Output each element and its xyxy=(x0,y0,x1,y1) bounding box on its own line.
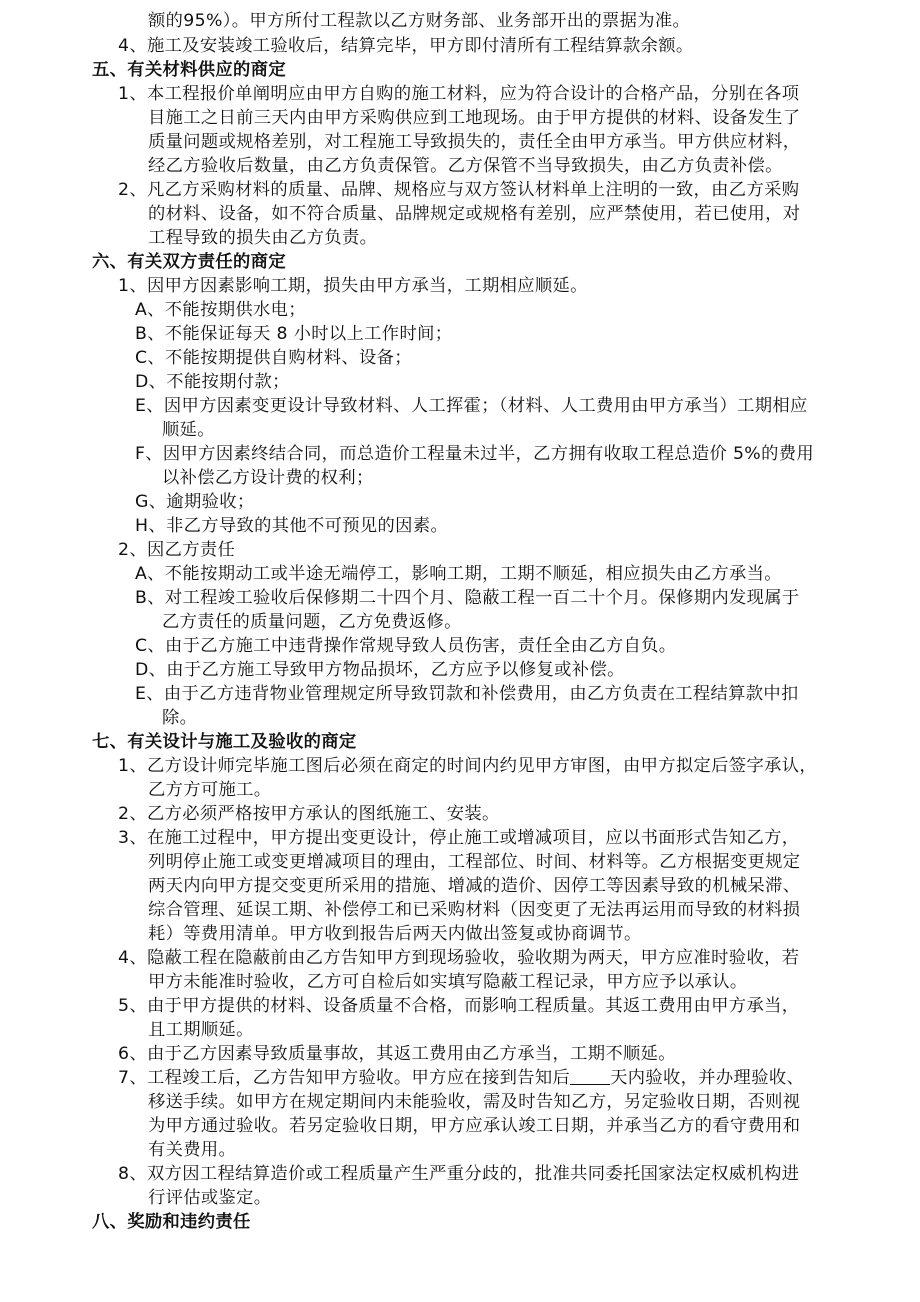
clause-6-1: 1、因甲方因素影响工期，损失由甲方承当，工期相应顺延。 xyxy=(118,276,588,296)
clause-7-4: 4、隐蔽工程在隐蔽前由乙方告知甲方到现场验收，验收期为两天，甲方应准时验收，若 xyxy=(118,948,800,968)
clause-5-1: 1、本工程报价单阐明应由甲方自购的施工材料，应为符合设计的合格产品，分别在各项 xyxy=(118,84,800,104)
clause-7-6: 6、由于乙方因素导致质量事故，其返工费用由乙方承当，工期不顺延。 xyxy=(118,1044,676,1064)
clause-5-2: 2、凡乙方采购材料的质量、品牌、规格应与双方签认材料单上注明的一致，由乙方采购 xyxy=(118,180,800,200)
list-item-g: G、逾期验收； xyxy=(135,492,255,512)
paragraph-line: 有关费用。 xyxy=(148,1140,237,1160)
paragraph-line: 额的95%）。甲方所付工程款以乙方财务部、业务部开出的票据为准。 xyxy=(148,11,691,31)
paragraph-line: 以补偿乙方设计费的权利； xyxy=(162,468,374,488)
clause-4-payment: 4、施工及安装竣工验收后，结算完毕，甲方即付清所有工程结算款余额。 xyxy=(118,36,694,56)
paragraph-line: 两天内向甲方提交变更所采用的措施、增减的造价、因停工等因素导致的机械呆滞、 xyxy=(148,876,801,896)
clause-6-2: 2、因乙方责任 xyxy=(118,540,236,560)
list-item-c: C、由于乙方施工中违背操作常规导致人员伤害，责任全由乙方自负。 xyxy=(135,636,677,656)
paragraph-line: 耗）等费用清单。甲方收到报告后两天内做出签复或协商调节。 xyxy=(148,924,642,944)
fill-in-blank xyxy=(570,1068,610,1085)
list-item-a: A、不能按期动工或半途无端停工，影响工期，工期不顺延，相应损失由乙方承当。 xyxy=(135,564,782,584)
paragraph-line: 乙方责任的质量问题，乙方免费返修。 xyxy=(162,612,462,632)
list-item-d: D、不能按期付款； xyxy=(135,372,290,392)
paragraph-line: 的材料、设备，如不符合质量、品牌规定或规格有差别，应严禁使用，若已使用，对 xyxy=(148,204,801,224)
paragraph-line: 乙方方可施工。 xyxy=(148,780,272,800)
paragraph-line: 行评估或鉴定。 xyxy=(148,1188,272,1208)
list-item-e: E、由于乙方违背物业管理规定所导致罚款和补偿费用，由乙方负责在工程结算款中扣 xyxy=(135,684,799,704)
clause-7-7 xyxy=(118,1066,804,1090)
paragraph-line: 甲方未能准时验收，乙方可自检后如实填写隐蔽工程记录，甲方应予以承认。 xyxy=(148,972,748,992)
clause-7-7-text-before-blank: 7、工程竣工后，乙方告知甲方验收。甲方应在接到告知后 xyxy=(118,1068,571,1088)
section-8-heading: 八、奖励和违约责任 xyxy=(92,1212,251,1232)
clause-7-7-text-after-blank: 天内验收，并办理验收、 xyxy=(610,1068,805,1088)
section-7-heading: 七、有关设计与施工及验收的商定 xyxy=(92,732,357,752)
list-item-c: C、不能按期提供自购材料、设备； xyxy=(135,348,412,368)
list-item-e: E、因甲方因素变更设计导致材料、人工挥霍；（材料、人工费用由甲方承当）工期相应 xyxy=(135,396,808,416)
list-item-f: F、因甲方因素终结合同，而总造价工程量未过半，乙方拥有收取工程总造价 5%的费用 xyxy=(135,444,814,464)
paragraph-line: 质量问题或规格差别，对工程施工导致损失的，责任全由甲方承当。甲方供应材料， xyxy=(148,132,801,152)
section-6-heading: 六、有关双方责任的商定 xyxy=(92,252,286,272)
clause-7-1: 1、乙方设计师完毕施工图后必须在商定的时间内约见甲方审图，由甲方拟定后签字承认， xyxy=(118,756,817,776)
section-5-heading: 五、有关材料供应的商定 xyxy=(92,60,286,80)
paragraph-line: 列明停止施工或变更增减项目的理由，工程部位、时间、材料等。乙方根据变更规定 xyxy=(148,852,801,872)
clause-7-8: 8、双方因工程结算造价或工程质量产生严重分歧的，批准共同委托国家法定权威机构进 xyxy=(118,1164,800,1184)
paragraph-line: 经乙方验收后数量，由乙方负责保管。乙方保管不当导致损失，由乙方负责补偿。 xyxy=(148,156,783,176)
list-item-h: H、非乙方导致的其他不可预见的因素。 xyxy=(135,516,449,536)
paragraph-line: 顺延。 xyxy=(162,420,215,440)
paragraph-line: 移送手续。如甲方在规定期间内未能验收，需及时告知乙方，另定验收日期，否则视 xyxy=(148,1092,801,1112)
paragraph-line: 工程导致的损失由乙方负责。 xyxy=(148,228,378,248)
clause-7-5: 5、由于甲方提供的材料、设备质量不合格，而影响工程质量。其返工费用由甲方承当， xyxy=(118,996,800,1016)
paragraph-line: 综合管理、延误工期、补偿停工和已采购材料（因变更了无法再运用而导致的材料损 xyxy=(148,900,801,920)
paragraph-line: 为甲方通过验收。若另定验收日期，甲方应承认竣工日期，并承当乙方的看守费用和 xyxy=(148,1116,801,1136)
list-item-a: A、不能按期供水电； xyxy=(135,300,306,320)
paragraph-line: 除。 xyxy=(162,708,198,728)
clause-7-2: 2、乙方必须严格按甲方承认的图纸施工、安装。 xyxy=(118,804,500,824)
paragraph-line: 目施工之日前三天内由甲方采购供应到工地现场。由于甲方提供的材料、设备发生了 xyxy=(148,108,801,128)
list-item-b: B、对工程竣工验收后保修期二十四个月、隐蔽工程一百二十个月。保修期内发现属于 xyxy=(135,588,800,608)
clause-7-3: 3、在施工过程中，甲方提出变更设计，停止施工或增减项目，应以书面形式告知乙方， xyxy=(118,828,800,848)
list-item-b: B、不能保证每天 8 小时以上工作时间； xyxy=(135,324,453,344)
paragraph-line: 且工期顺延。 xyxy=(148,1020,254,1040)
list-item-d: D、由于乙方施工导致甲方物品损坏，乙方应予以修复或补偿。 xyxy=(135,660,625,680)
